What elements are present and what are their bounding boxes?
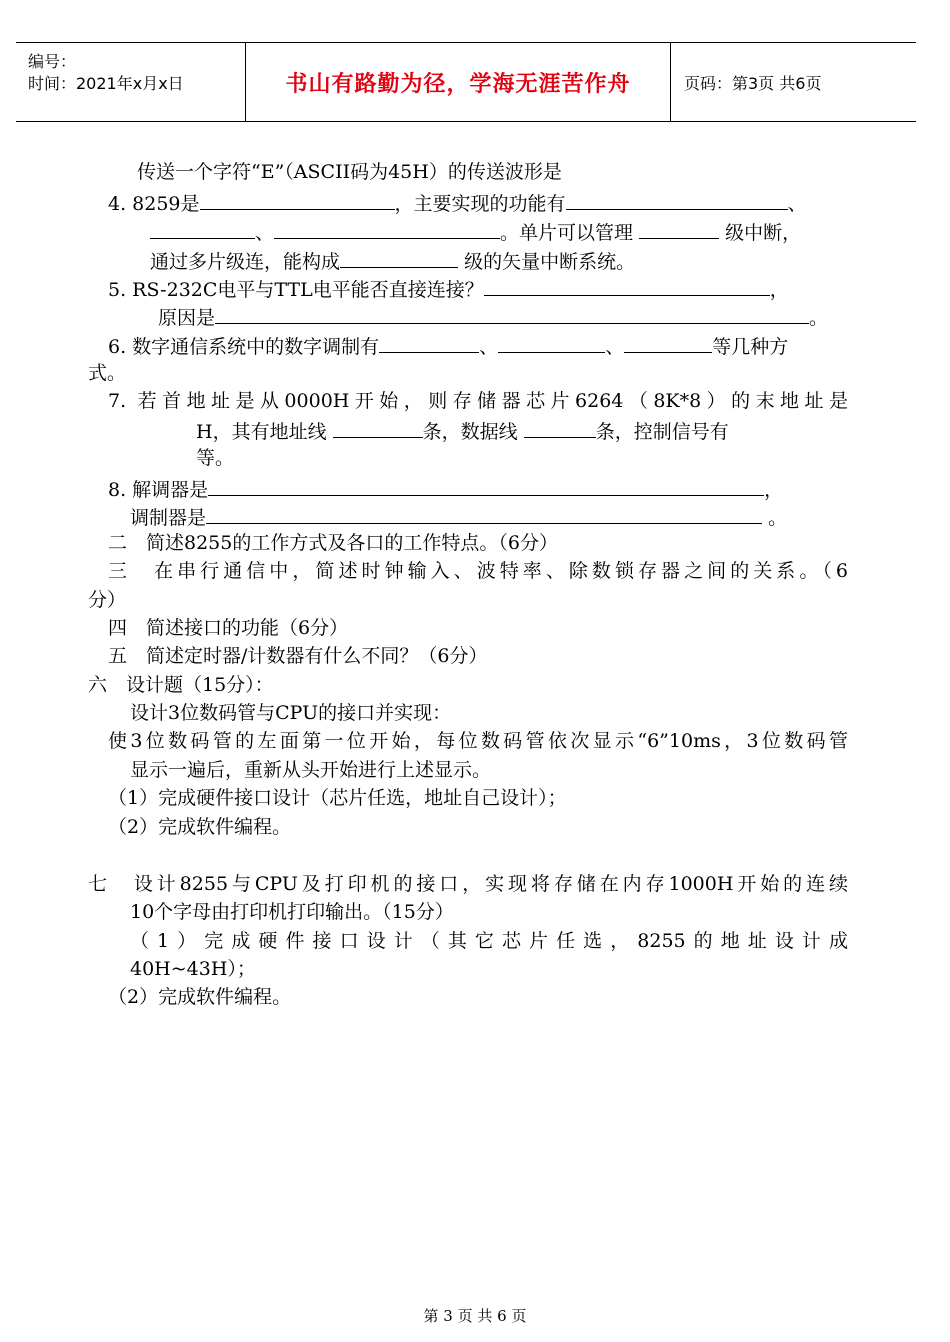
page-header xyxy=(16,42,916,122)
blank xyxy=(498,332,605,353)
motto: 书山有路勤为径，学海无涯苦作舟 xyxy=(285,71,631,97)
question-4-line1: 4. 8259是 ，主要实现的功能有 、 xyxy=(108,189,807,216)
question-5-line2: 原因是 。 xyxy=(158,303,828,330)
section-7-line5: （2）完成软件编程。 xyxy=(108,986,292,1008)
section-6-line1: 设计3位数码管与CPU的接口并实现： xyxy=(130,702,452,724)
section-7-line4: 40H~43H）； xyxy=(130,958,256,980)
blank xyxy=(200,189,395,210)
question-4-line2: 、 。单片可以管理 级中断， xyxy=(150,218,801,245)
section-6-line5: （2）完成软件编程。 xyxy=(108,816,292,838)
section-3-line1: 三 在串行通信中，简述时钟输入、波特率、除数锁存器之间的关系。（6 xyxy=(108,560,848,582)
question-7-line1: 7. 若首地址是从0000H开始，则存储器芯片6264（8K*8）的末地址是 xyxy=(108,390,848,412)
question-7-line3: 等。 xyxy=(196,447,235,469)
blank xyxy=(639,218,719,239)
blank xyxy=(566,189,788,210)
blank xyxy=(274,218,500,239)
number-label: 编号： xyxy=(28,52,77,71)
blank xyxy=(484,275,770,296)
section-5: 五 简述定时器/计数器有什么不同？（6分） xyxy=(108,645,488,667)
line-q3-waveform: 传送一个字符“E”（ASCII码为45H）的传送波形是 xyxy=(137,161,562,183)
blank xyxy=(333,417,423,438)
section-7-line3: （1）完成硬件接口设计（其它芯片任选，8255的地址设计成 xyxy=(130,930,848,952)
question-7-line2: H，其有地址线 条，数据线 条，控制信号有 xyxy=(196,417,729,444)
blank xyxy=(524,417,596,438)
section-3-line2: 分） xyxy=(88,589,127,611)
blank xyxy=(208,475,764,496)
page-footer: 第 3 页 共 6 页 xyxy=(423,1307,527,1325)
blank xyxy=(215,303,809,324)
header-meta xyxy=(16,43,244,121)
header-motto-cell xyxy=(245,43,671,121)
section-7-line2: 10个字母由打印机打印输出。（15分） xyxy=(130,901,454,923)
section-4: 四 简述接口的功能（6分） xyxy=(108,617,349,639)
blank xyxy=(150,218,255,239)
section-7-line1: 七 设计8255与CPU及打印机的接口，实现将存储在内存1000H开始的连续 xyxy=(88,873,848,895)
question-5-line1: 5. RS-232C电平与TTL电平能否直接连接？ ， xyxy=(108,275,789,302)
section-6-title: 六 设计题（15分）： xyxy=(88,674,274,696)
blank xyxy=(624,332,712,353)
question-6-line2: 式。 xyxy=(88,362,127,384)
section-6-line2: 使3位数码管的左面第一位开始，每位数码管依次显示“6”10ms，3位数码管 xyxy=(108,730,848,752)
question-8-line1: 8. 解调器是 ， xyxy=(108,475,783,502)
section-2: 二 简述8255的工作方式及各口的工作特点。（6分） xyxy=(108,532,558,554)
question-4-line3: 通过多片级连，能构成 级的矢量中断系统。 xyxy=(150,247,635,274)
question-8-line2: 调制器是 。 xyxy=(130,503,787,530)
blank xyxy=(206,503,762,524)
section-6-line3: 显示一遍后，重新从头开始进行上述显示。 xyxy=(130,759,492,781)
question-6-line1: 6. 数字通信系统中的数字调制有 、 、 等几种方 xyxy=(108,332,788,359)
header-page-info: 页码：第3页 共6页 xyxy=(684,73,822,93)
blank xyxy=(379,332,479,353)
blank xyxy=(340,247,458,268)
section-6-line4: （1）完成硬件接口设计（芯片任选，地址自己设计）； xyxy=(108,787,567,809)
date-line: 时间：2021年x月x日 xyxy=(28,74,184,93)
